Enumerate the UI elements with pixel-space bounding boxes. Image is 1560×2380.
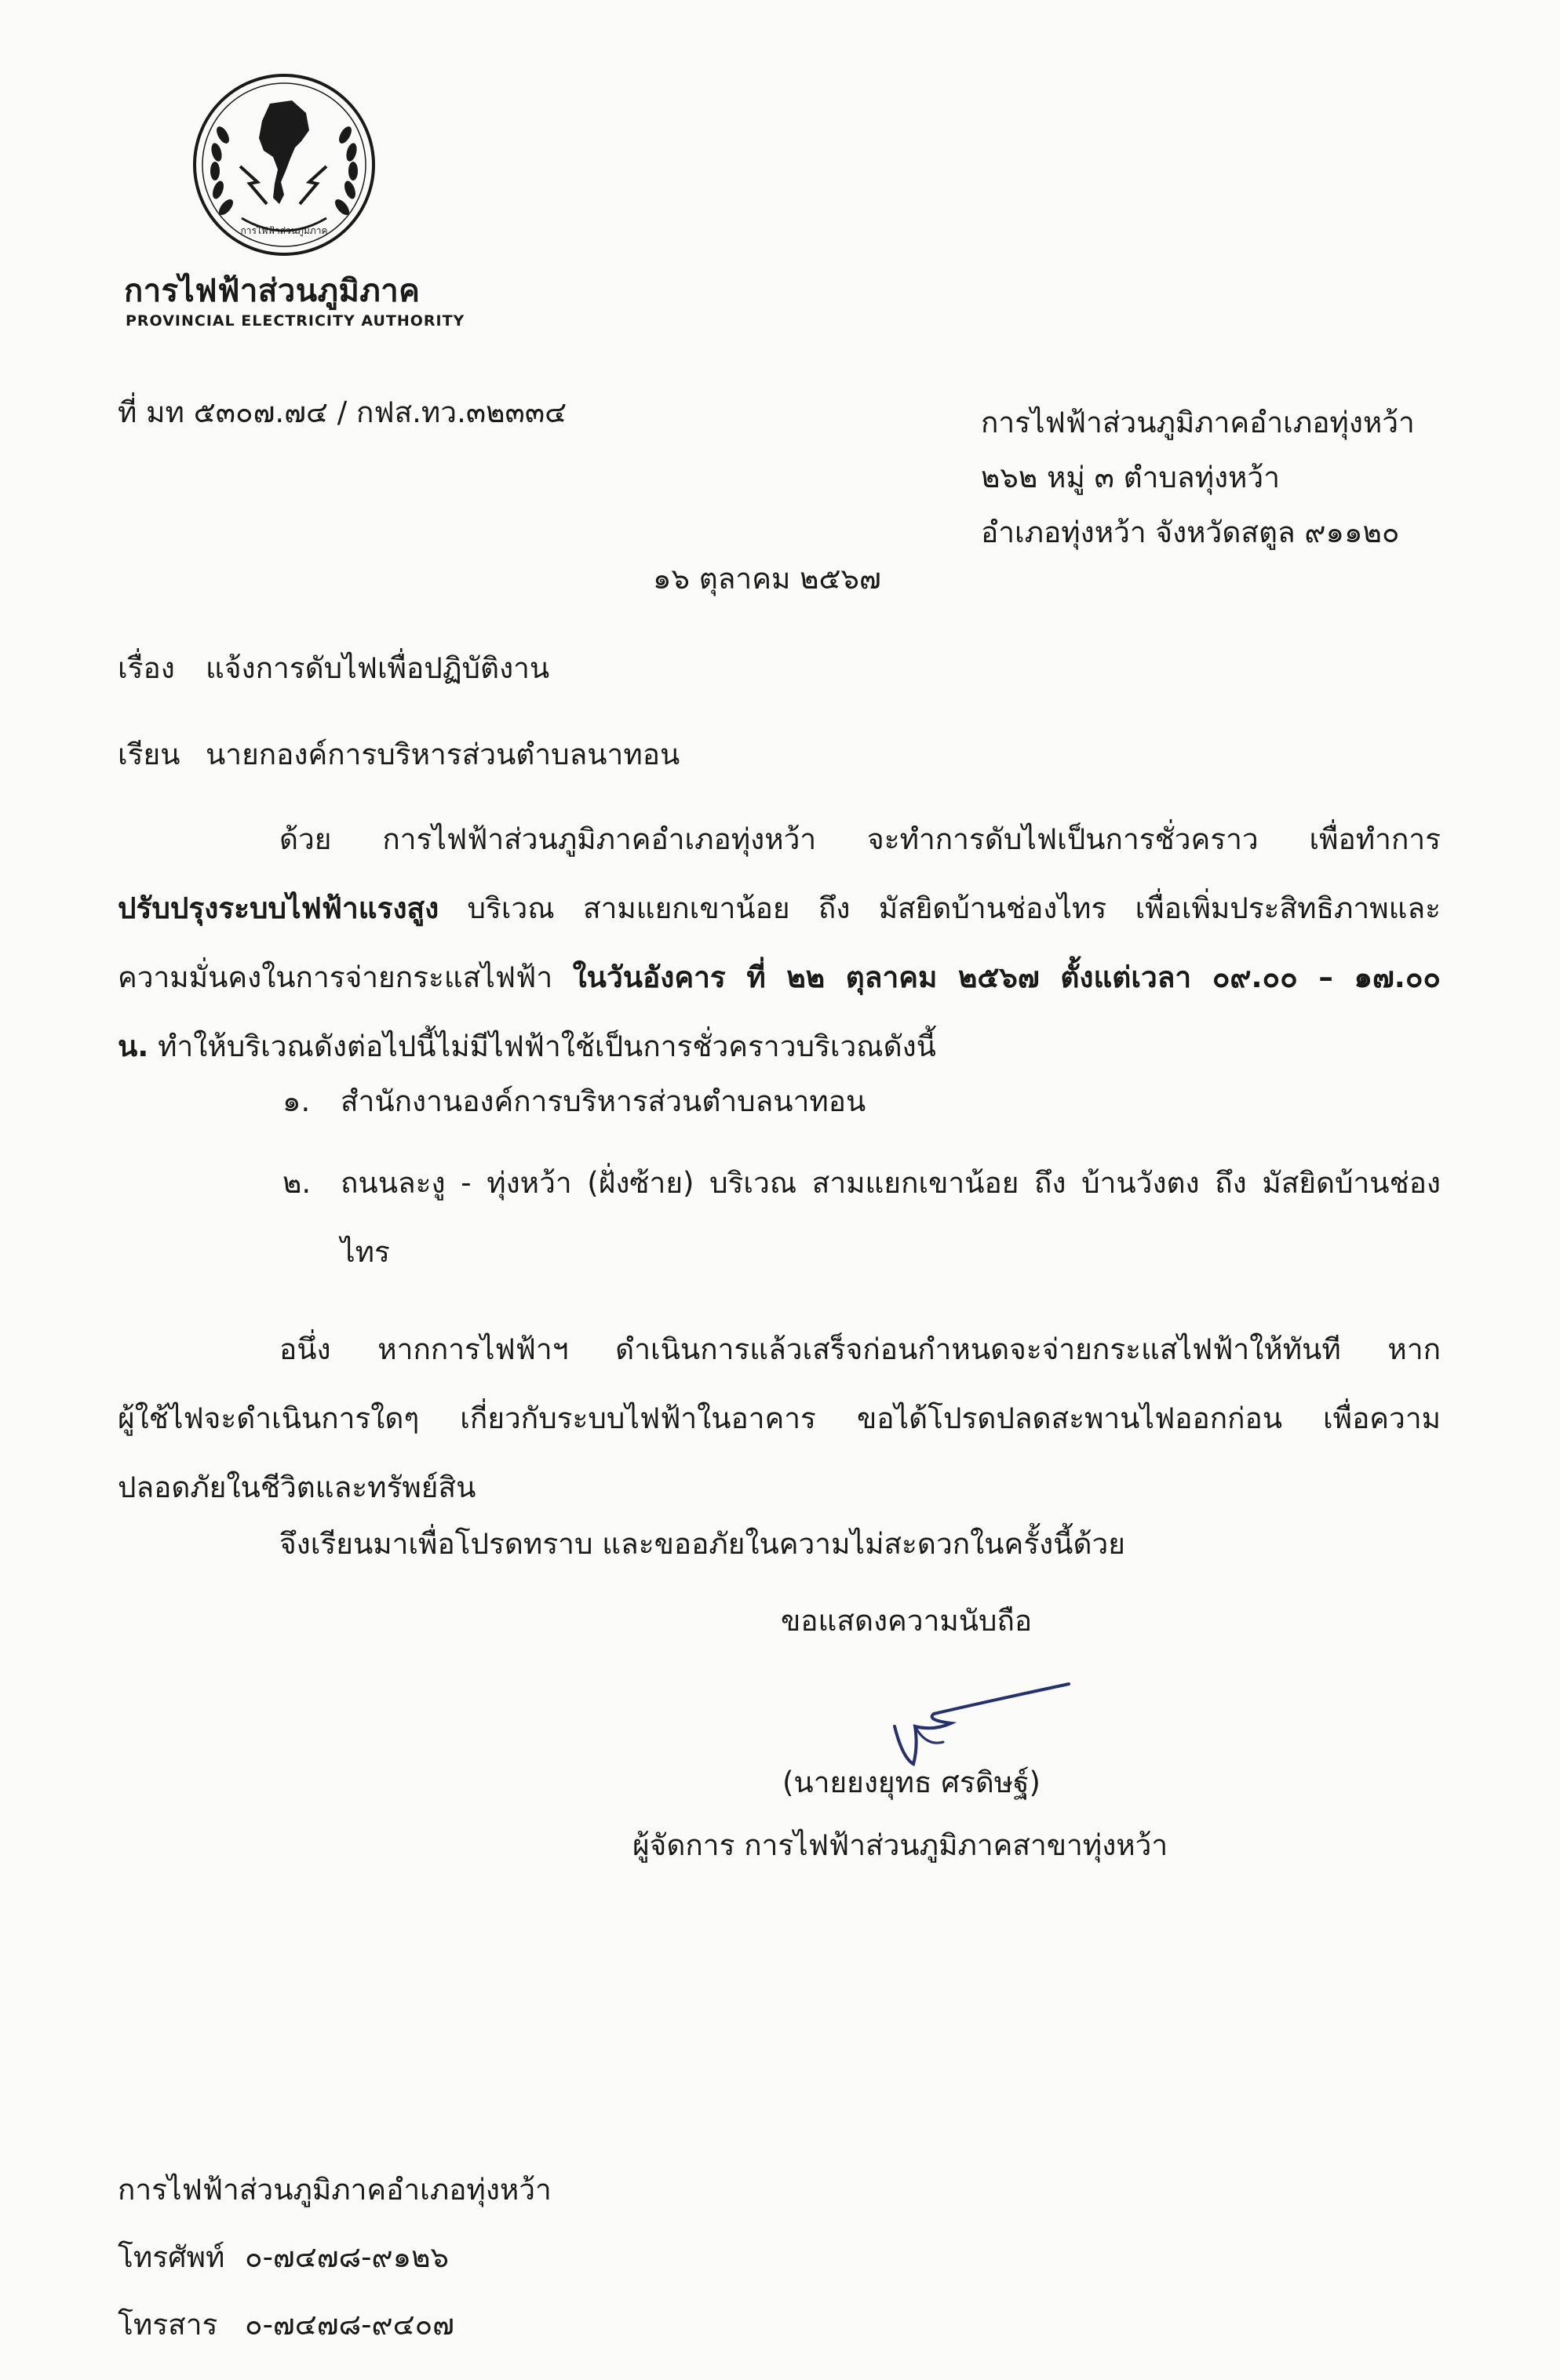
footer-fax-row: [118, 2291, 552, 2359]
body-text: ทำให้บริเวณดังต่อไปนี้ไม่มีไฟฟ้าใช้เป็นการชั่วคราวบริเวณดังนี้: [148, 1030, 936, 1063]
area-list-item: [282, 1067, 1441, 1138]
area-text: สำนักงานองค์การบริหารส่วนตำบลนาทอน: [341, 1084, 866, 1118]
signatory-name: (นายยงยุทธ ศรดิษฐ์): [782, 1766, 1041, 1799]
salutation-label: เรียน: [118, 738, 180, 771]
area-list-item: [282, 1149, 1441, 1290]
address-line: ๒๖๒ หมู่ ๓ ตำบลทุ่งหว้า: [981, 461, 1280, 494]
area-text: ไทร: [341, 1235, 390, 1269]
org-name-english: PROVINCIAL ELECTRICITY AUTHORITY: [126, 312, 465, 330]
address-line: การไฟฟ้าส่วนภูมิภาคอำเภอทุ่งหว้า: [981, 406, 1415, 439]
body-paragraph-2: [118, 1315, 1441, 1579]
seal-ribbon-text: การไฟฟ้าส่วนภูมิภาค: [240, 225, 328, 236]
fax-number: ๐-๗๔๗๘-๙๔๐๗: [245, 2308, 454, 2342]
closing-phrase: ขอแสดงความนับถือ: [781, 1604, 1033, 1638]
signature-image: [879, 1671, 1083, 1773]
address-line: อำเภอทุ่งหว้า จังหวัดสตูล ๙๑๑๒๐: [981, 516, 1400, 549]
footer-contact: [118, 2156, 552, 2359]
body-text: ความมั่นคงในการจ่ายกระแสไฟฟ้า: [118, 960, 573, 994]
subject-text: แจ้งการดับไฟเพื่อปฏิบัติงาน: [206, 651, 550, 685]
letter-date: ๑๖ ตุลาคม ๒๕๖๗: [653, 562, 881, 596]
sender-address: [981, 395, 1415, 560]
fax-label: โทรสาร: [118, 2308, 218, 2342]
footer-phone-row: [118, 2224, 552, 2291]
area-number: ๑.: [282, 1084, 311, 1118]
signatory-position: ผู้จัดการ การไฟฟ้าส่วนภูมิภาคสาขาทุ่งหว้า: [632, 1828, 1168, 1862]
phone-label: โทรศัพท์: [118, 2240, 225, 2274]
body-line: ผู้ใช้ไฟจะดำเนินการใดๆ เกี่ยวกับระบบไฟฟ้าในอาคาร ขอได้โปรดปลดสะพานไฟออกก่อน เพื่อความ: [118, 1401, 1441, 1435]
body-bold-text: ปรับปรุงระบบไฟฟ้าแรงสูง: [118, 891, 439, 925]
body-line: [118, 943, 1441, 1012]
subject-label: เรื่อง: [118, 651, 175, 685]
body-bold-text: น.: [118, 1030, 149, 1063]
subject-line: [118, 651, 549, 686]
body-line: ปลอดภัยในชีวิตและทรัพย์สิน: [118, 1471, 476, 1504]
body-line: อนึ่ง หากการไฟฟ้าฯ ดำเนินการแล้วเสร็จก่อนกำหนดจะจ่ายกระแสไฟฟ้าให้ทันที หาก: [279, 1332, 1441, 1366]
body-line: ด้วย การไฟฟ้าส่วนภูมิภาคอำเภอทุ่งหว้า จะทำการดับไฟเป็นการชั่วคราว เพื่อทำการ: [279, 822, 1441, 856]
body-bold-text: ในวันอังคาร ที่ ๒๒ ตุลาคม ๒๕๖๗ ตั้งแต่เวลา ๐๙.๐๐ – ๑๗.๐๐: [572, 960, 1442, 994]
body-line: จึงเรียนมาเพื่อโปรดทราบ และขออภัยในความไม่สะดวกในครั้งนี้ด้วย: [279, 1527, 1125, 1561]
pea-seal-logo: [191, 72, 377, 257]
footer-office: การไฟฟ้าส่วนภูมิภาคอำเภอทุ่งหว้า: [118, 2173, 552, 2207]
org-name-thai: การไฟฟ้าส่วนภูมิภาค: [124, 273, 421, 309]
phone-number: ๐-๗๔๗๘-๙๑๒๖: [245, 2240, 449, 2274]
salutation-text: นายกองค์การบริหารส่วนตำบลนาทอน: [206, 738, 680, 771]
area-text: ถนนละงู - ทุ่งหว้า (ฝั่งซ้าย) บริเวณ สามแยกเขาน้อย ถึง บ้านวังตง ถึง มัสยิดบ้านช่อง: [341, 1166, 1441, 1200]
reference-number: ที่ มท ๕๓๐๗.๗๔ / กฟส.ทว.๓๒๓๓๔: [118, 395, 567, 429]
area-number: ๒.: [282, 1166, 312, 1200]
body-text: บริเวณ สามแยกเขาน้อย ถึง มัสยิดบ้านช่องไทร เพื่อเพิ่มประสิทธิภาพและ: [439, 891, 1441, 925]
body-paragraph-1: [118, 805, 1441, 1081]
body-line: [118, 874, 1441, 943]
salutation-line: [118, 738, 680, 772]
